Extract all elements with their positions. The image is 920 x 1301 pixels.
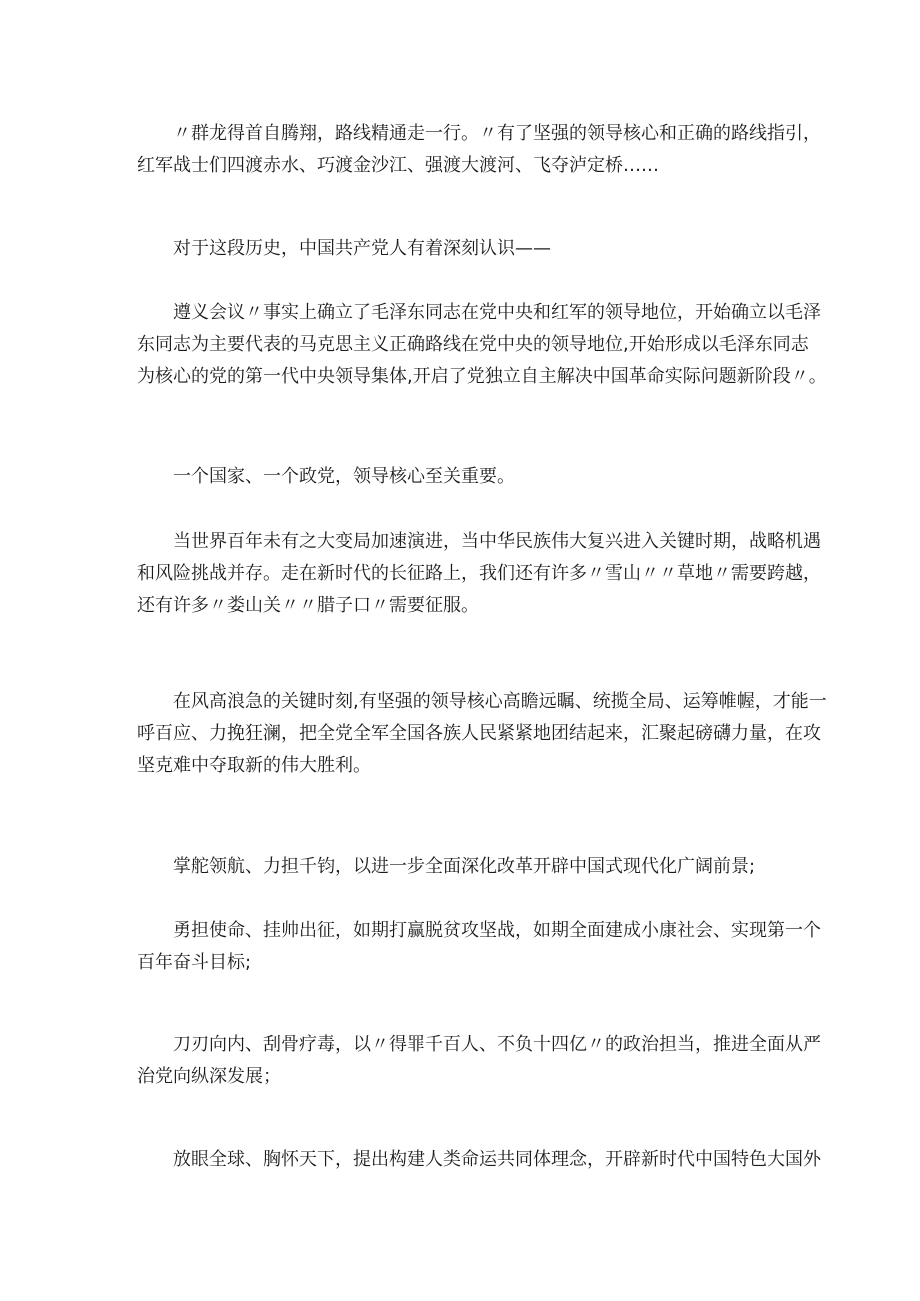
paragraph <box>137 689 827 779</box>
paragraph <box>137 854 797 880</box>
text-line: 遵义会议〃事实上确立了毛泽东同志在党中央和红军的领导地位，开始确立以毛泽 <box>173 302 821 323</box>
paragraph <box>137 464 797 490</box>
text-line: 在风高浪急的关键时刻,有坚强的领导核心高瞻远瞩、统揽全局、运筹帷幄，才能一 <box>173 691 827 712</box>
text-line: 对于这段历史，中国共产党人有着深刻认识—— <box>173 238 551 259</box>
paragraph <box>137 121 821 179</box>
paragraph <box>137 1147 821 1173</box>
text-line: 百年奋斗目标; <box>137 952 252 973</box>
paragraph <box>137 529 821 619</box>
paragraph <box>137 236 797 262</box>
paragraph <box>137 1032 821 1090</box>
paragraph <box>137 918 821 976</box>
text-line: 放眼全球、胸怀天下，提出构建人类命运共同体理念，开辟新时代中国特色大国外 <box>173 1149 821 1170</box>
text-line: 刀刃向内、刮骨疗毒，以〃得罪千百人、不负十四亿〃的政治担当，推进全面从严 <box>173 1034 821 1055</box>
text-line: 东同志为主要代表的马克思主义正确路线在党中央的领导地位,开始形成以毛泽东同志 <box>137 334 809 355</box>
text-line: 勇担使命、挂帅出征，如期打赢脱贫攻坚战，如期全面建成小康社会、实现第一个 <box>173 920 821 941</box>
text-line: 治党向纵深发展； <box>137 1066 281 1087</box>
text-line: 呼百应、力挽狂澜，把全党全军全国各族人民紧紧地团结起来，汇聚起磅礴力量，在攻 <box>137 723 821 744</box>
paragraph <box>137 300 827 390</box>
text-line: 一个国家、一个政党，领导核心至关重要。 <box>173 466 515 487</box>
text-line: 和风险挑战并存。走在新时代的长征路上，我们还有许多〃雪山〃〃草地〃需要跨越， <box>137 563 821 584</box>
text-line: 当世界百年未有之大变局加速演进，当中华民族伟大复兴进入关键时期，战略机遇 <box>173 531 821 552</box>
text-line: 为核心的党的第一代中央领导集体,开启了党独立自主解决中国革命实际问题新阶段〃。 <box>137 366 827 387</box>
text-line: 坚克难中夺取新的伟大胜利。 <box>137 755 371 776</box>
text-line: 还有许多〃娄山关〃〃腊子口〃需要征服。 <box>137 595 479 616</box>
text-line: 掌舵领航、力担千钧，以进一步全面深化改革开辟中国式现代化广阔前景; <box>173 856 756 877</box>
text-line: 〃群龙得首自腾翔，路线精通走一行。〃有了坚强的领导核心和正确的路线指引， <box>173 123 821 144</box>
text-line: 红军战士们四渡赤水、巧渡金沙江、强渡大渡河、飞夺泸定桥…… <box>137 155 659 176</box>
